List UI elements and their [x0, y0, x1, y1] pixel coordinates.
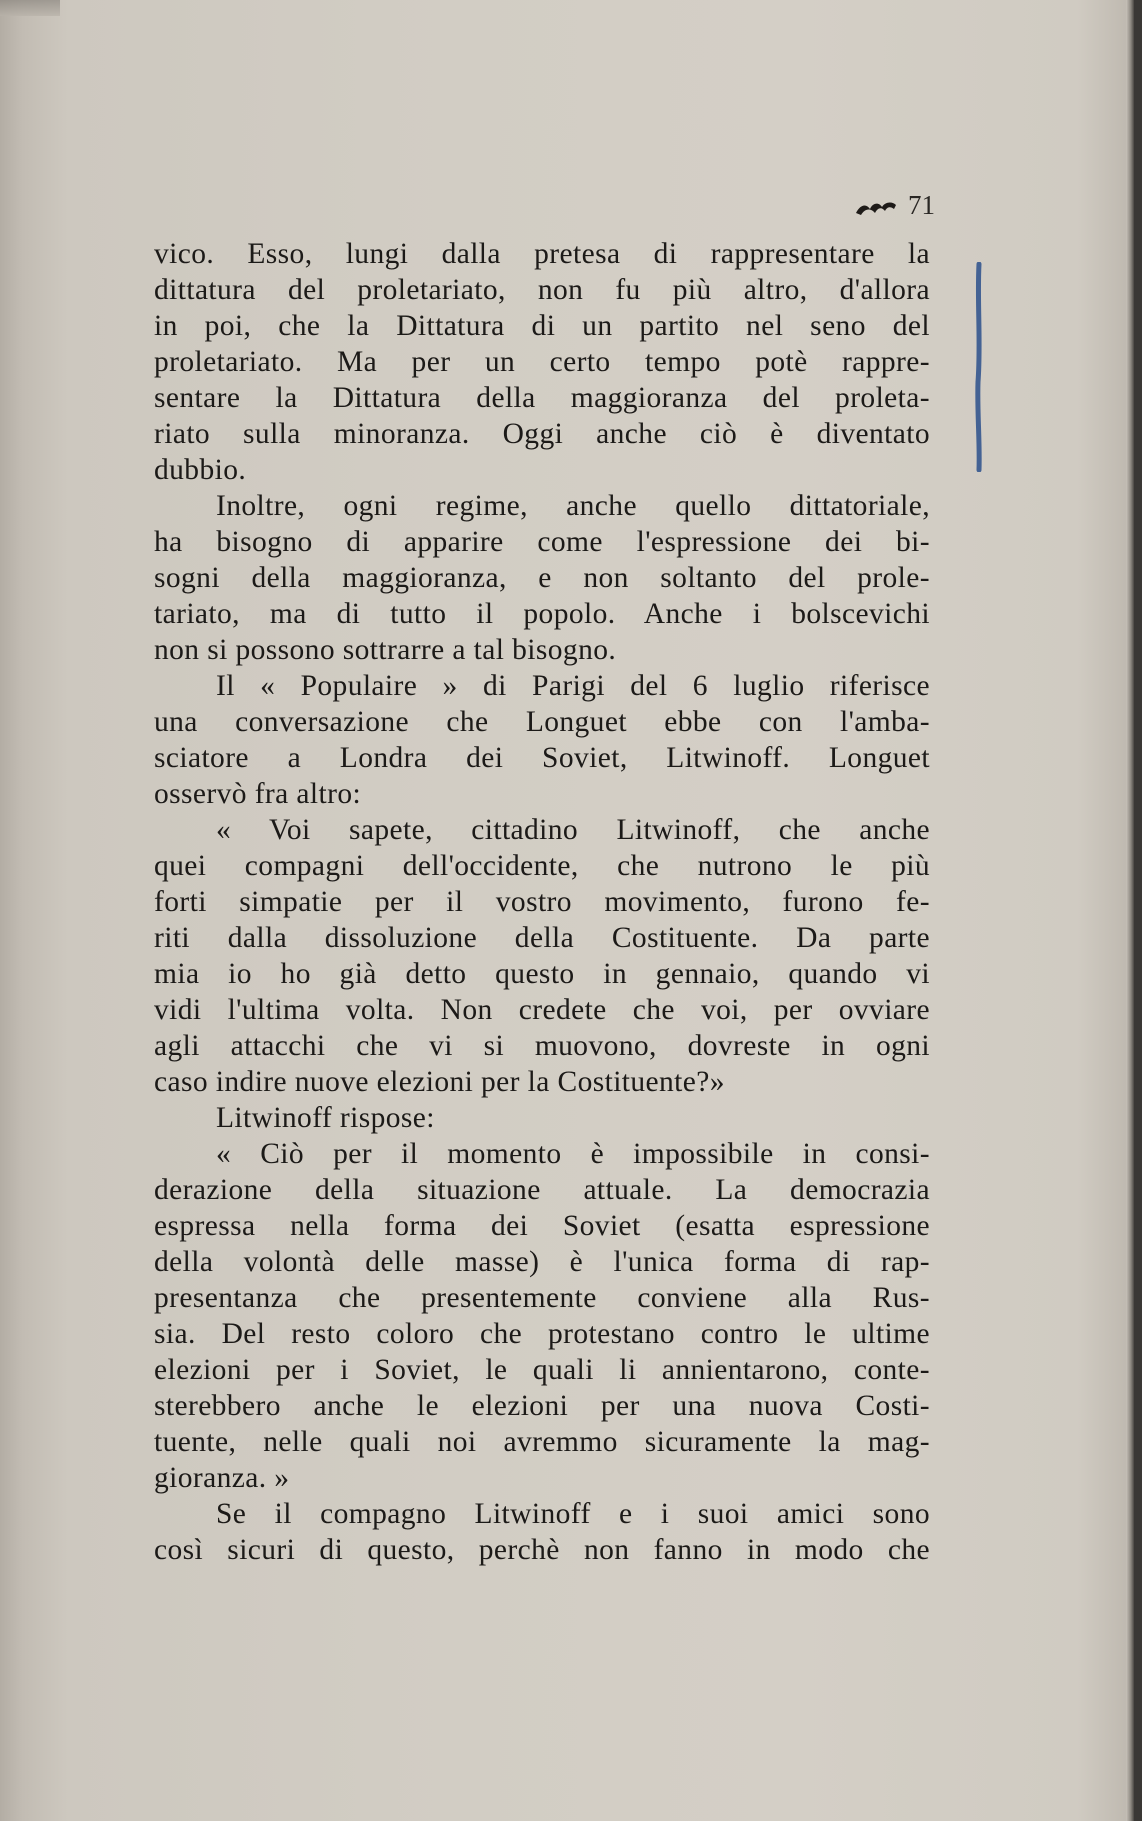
text-line: sogni della maggioranza, e non soltanto del prole- [154, 562, 930, 594]
text-line: Litwinoff rispose: [216, 1102, 435, 1134]
text-line: sia. Del resto coloro che protestano contro le ultime [154, 1318, 930, 1350]
text-line: agli attacchi che vi si muovono, dovreste in ogni [154, 1030, 930, 1062]
text-line: dittatura del proletariato, non fu più altro, d'allora [154, 274, 930, 306]
text-line: non si possono sottrarre a tal bisogno. [154, 634, 617, 666]
text-line: ha bisogno di apparire come l'espressione dei bi- [154, 526, 930, 558]
text-line: riti dalla dissoluzione della Costituente. Da parte [154, 922, 930, 954]
text-line: quei compagni dell'occidente, che nutrono le più [154, 850, 930, 882]
text-line: presentanza che presentemente conviene alla Rus- [154, 1282, 930, 1314]
text-line: così sicuri di questo, perchè non fanno in modo che [154, 1534, 930, 1566]
text-line: sentare la Dittatura della maggioranza del proleta- [154, 382, 930, 414]
text-line: derazione della situazione attuale. La democrazia [154, 1174, 930, 1206]
text-line: in poi, che la Dittatura di un partito nel seno del [154, 310, 930, 342]
text-line: Il « Populaire » di Parigi del 6 luglio riferisce [216, 670, 930, 702]
text-line: della volontà delle masse) è l'unica forma di rap- [154, 1246, 930, 1278]
text-line: caso indire nuove elezioni per la Costituente?» [154, 1066, 725, 1098]
page-number: 71 [908, 190, 935, 220]
text-line: tuente, nelle quali noi avremmo sicuramente la mag- [154, 1426, 930, 1458]
text-line: « Voi sapete, cittadino Litwinoff, che anche [216, 814, 930, 846]
text-line: espressa nella forma dei Soviet (esatta espressione [154, 1210, 930, 1242]
page-edge-shadow [1126, 0, 1134, 1821]
text-line: « Ciò per il momento è impossibile in consi- [216, 1138, 930, 1170]
text-line: elezioni per i Soviet, le quali li annientarono, conte- [154, 1354, 930, 1386]
text-line: Inoltre, ogni regime, anche quello dittatoriale, [216, 490, 930, 522]
text-line: sciatore a Londra dei Soviet, Litwinoff. Longuet [154, 742, 930, 774]
text-line: gioranza. » [154, 1462, 290, 1494]
text-line: forti simpatie per il vostro movimento, furono fe- [154, 886, 930, 918]
page-body-text [154, 236, 930, 1568]
text-line: dubbio. [154, 454, 247, 486]
printer-fleuron-icon [852, 195, 898, 219]
text-line: tariato, ma di tutto il popolo. Anche i bolscevichi [154, 598, 930, 630]
text-line: proletariato. Ma per un certo tempo potè rappre- [154, 346, 930, 378]
text-line: mia io ho già detto questo in gennaio, quando vi [154, 958, 930, 990]
text-line: osservò fra altro: [154, 778, 362, 810]
margin-pencil-mark [974, 262, 984, 472]
text-line: vico. Esso, lungi dalla pretesa di rappresentare la [154, 238, 930, 270]
scan-tape-mark [0, 0, 60, 16]
text-line: sterebbero anche le elezioni per una nuova Costi- [154, 1390, 930, 1422]
text-line: una conversazione che Longuet ebbe con l'amba- [154, 706, 930, 738]
text-line: Se il compagno Litwinoff e i suoi amici sono [216, 1498, 930, 1530]
text-line: riato sulla minoranza. Oggi anche ciò è diventato [154, 418, 930, 450]
text-line: vidi l'ultima volta. Non credete che voi, per ovviare [154, 994, 930, 1026]
